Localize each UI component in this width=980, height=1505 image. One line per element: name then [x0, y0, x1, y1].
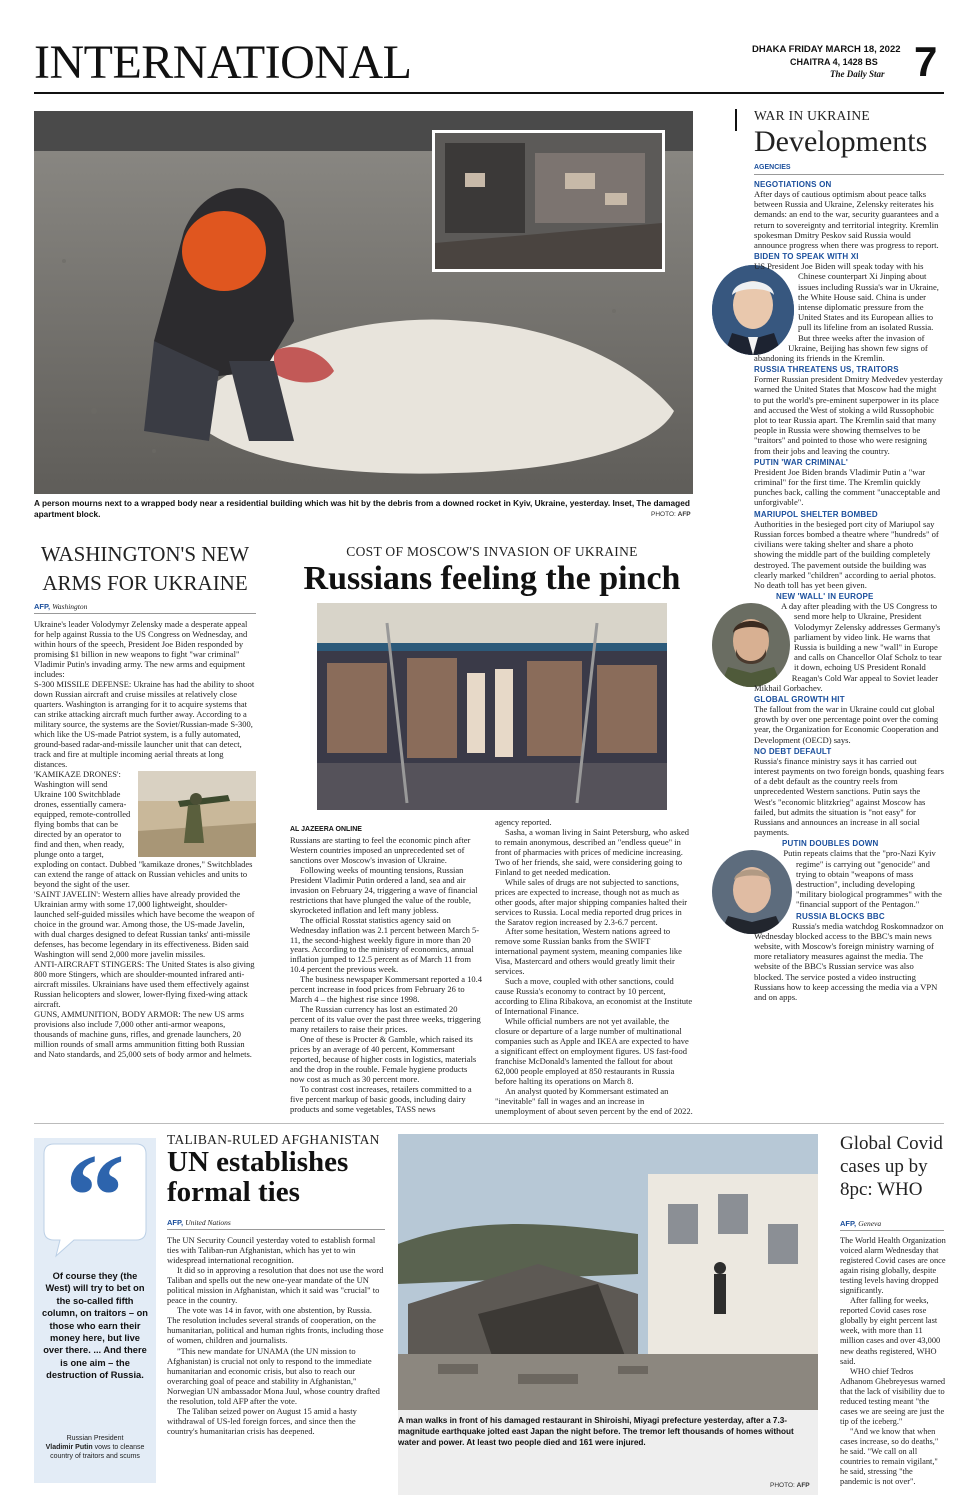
biden-portrait-illustration	[712, 265, 794, 355]
arms-javelin-head: 'SAINT JAVELIN':	[34, 889, 101, 899]
pinch-p9: Sasha, a woman living in Saint Petersburg, who asked to remain anonymous, described an "endless queue" in front of pharmacies with prices of medicine increasing. Two of her friends, she said, were considering going to Finland to get needed medication.	[495, 826, 689, 877]
arms-javelin-text: Western allies have already provided the Ukrainian army with some 17,000 lightweight, shoulder-launched self-guided missiles which have become the weapon of choice in the ground war. Among those, the US-made Javelin, with dual charges designed to defeat Russian tanks' anti-missile defenses, has become legendary in its effectiveness. Biden said Washington will send 2,000 more javelin missiles.	[34, 889, 255, 959]
pinch-p2: Following weeks of mounting tensions, Russian President Vladimir Putin ordered a land, sea and air invasion on February 24, triggering a wave of financial restrictions that have plunged the value of the rouble, skyrocketed inflation and left many jobless.	[290, 864, 478, 915]
quake-credit	[770, 1482, 810, 1489]
arms-guns	[34, 1009, 256, 1059]
dev-text-2-body: US President Joe Biden will speak today with his Chinese counterpart Xi Jinping about issues including Russia's war in Ukraine, the White House said. China is under intense diplomatic pressure from the United States and its European allies to pull its lifeline from an isolated Russia. But three weeks after the invasion of Ukraine, Beijing has shown few signs of abandoning its friends in the Kremlin.	[754, 261, 939, 364]
lead-credit-agency: AFP	[677, 511, 691, 518]
dev-head-9: PUTIN DOUBLES DOWN	[782, 839, 879, 849]
un-body	[167, 1235, 385, 1436]
covid-agency: AFP,	[840, 1219, 857, 1228]
lead-credit-label: PHOTO:	[651, 511, 676, 518]
page-number: 7	[914, 38, 938, 85]
pinch-p12: Such a move, coupled with other sanctions, could cause Russia's economy to contract by 10 percent, according to Elina Ribakova, an economist at the Institute of International Finance.	[495, 976, 693, 1017]
un-title: UN establishes formal ties	[167, 1146, 349, 1208]
dev-head-5: MARIUPOL SHELTER BOMBED	[754, 509, 878, 519]
lead-credit	[651, 511, 691, 518]
pinch-p5: The Russian currency has lost an estimated 20 percent of its value over the past three weeks, triggering many retailers to raise their prices.	[290, 1004, 481, 1035]
pinch-col-2	[495, 818, 694, 1117]
bangla-date: CHAITRA 4, 1428 BS	[790, 57, 878, 67]
covid-p4: "And we know that when cases increase, so do deaths," he said. "We call on all countries to remain vigilant," he said, stressing "the pandemic is not over".	[840, 1426, 939, 1487]
zelensky-portrait	[712, 603, 790, 687]
dev-text-2	[754, 261, 944, 363]
dev-head-2: BIDEN TO SPEAK WITH XI	[754, 252, 859, 262]
arms-title: WASHINGTON'S NEW ARMS FOR UKRAINE	[40, 542, 250, 595]
quake-credit-agency: AFP	[796, 1482, 810, 1489]
dev-head-8: NO DEBT DEFAULT	[754, 746, 832, 756]
dev-text-6-body: A day after pleading with the US Congress to send more help to Ukraine, President Volodymyr Zelensky addresses Germany's parliament by video link. He warns that Russia is building a new "wall" in Europe and calls on Chancellor Olaf Scholz to tear it down, echoing US President Ronald Reagan's Cold War appeal to Soviet leader Mikhail Gorbachev.	[754, 601, 942, 693]
un-p5: The Taliban seized power on August 15 amid a hasty withdrawal of US-led foreign forces, and since then the country's humanitarian crisis has deepened.	[167, 1405, 357, 1436]
un-p2: It did so in approving a resolution that does not use the word Taliban and spells out the new one-year mandate of the UN political mission in Afghanistan, which it said was "crucial" to peace in the country.	[167, 1265, 384, 1306]
arms-stinger	[34, 959, 256, 1009]
quote-mark-icon	[34, 1138, 156, 1260]
arms-kamikaze-text: Washington will send Ukraine 100 Switchblade drones, essentially camera-equipped, remote-controlled flying bombs that can be directed by an operator to find and then, when ready, plunge onto a target, exploding on contact. Dubbed "kamikaze drones," Switchblades can extend the range of attack on Russian vehicles and units to beyond the sight of the user.	[34, 779, 253, 889]
lower-section-rule	[34, 1123, 944, 1124]
developments-items	[754, 180, 944, 1002]
masthead-rule	[34, 92, 944, 94]
covid-place: Geneva	[858, 1219, 882, 1228]
dev-text-7: The fallout from the war in Ukraine could cut global growth by over one percentage point over the coming year, the Organization for Economic Cooperation and Development (OECD) says.	[754, 703, 939, 745]
pinch-p11: After some hesitation, Western nations agreed to remove some Russian banks from the SWIFT international payment system, meaning companies like Visa, Mastercard and others would greatly limit their services.	[495, 926, 682, 977]
covid-byline	[840, 1219, 881, 1228]
un-place: United Nations	[185, 1218, 231, 1227]
un-rule	[167, 1229, 385, 1230]
quake-illustration	[398, 1134, 818, 1410]
pinch-p3: The official Rosstat statistics agency said on Wednesday inflation was 2.1 percent between March 5-11, the second-highest weekly figure in more than 20 years. According to the ministry of economics, annual inflation jumped to 12.5 percent as of March 11 from 10.4 percent the previous week.	[290, 914, 480, 975]
soldier-illustration	[138, 771, 256, 857]
shop-photo	[317, 603, 667, 810]
quote-attr-post: vows to cleanse country of traitors and scums	[50, 1444, 145, 1460]
arms-guns-head: GUNS, AMMUNITION, BODY ARMOR:	[34, 1009, 181, 1019]
dev-text-8: Russia's finance ministry says it has carried out interest payments on two foreign bonds, quashing fears of a debt default as the country reels from unprecedented Western sanctions. Putin says the West's "economic blitzkrieg" against Moscow has failed, but admits the situation is "not easy" for Russians and announces an increase in all social payments.	[754, 755, 944, 838]
pinch-p4: The business newspaper Kommersant reported a 10.4 percent increase in food prices from February 26 to March 4 – the highest rise since 1998.	[290, 974, 482, 1005]
dev-text-9	[754, 848, 944, 909]
dev-text-3: Former Russian president Dmitry Medvedev yesterday warned the United States that Moscow had the might to put the world's pre-eminent superpower in its place and accused the West of stoking a wild Russophobic plot to tear Russia apart. The Kremlin said that many people in Russia were showing themselves to be "traitors" and pointed to those who were resigning from their jobs and leaving the country.	[754, 374, 943, 456]
arms-guns-text: The new US arms provisions also include 7,000 other anti-armor weapons, thousands of machine guns, rifles, and grenade launchers, 20 million rounds of small arms ammunition fitting both Russian and Nato standards, and 25,000 sets of body armor and helmets.	[34, 1009, 252, 1059]
paper-logo: The Daily Star	[830, 69, 885, 79]
covid-p2: After falling for weeks, reported Covid cases rose globally by eight percent last week, with more than 11 million cases and over 43,000 new deaths registered, WHO said.	[840, 1296, 941, 1366]
arms-stinger-head: ANTI-AIRCRAFT STINGERS:	[34, 959, 145, 969]
dev-head-1: NEGOTIATIONS ON	[754, 180, 832, 189]
pinch-p10: While sales of drugs are not subjected to sanctions, prices are expected to increase, though not as much as other goods, after major shipping companies halted their services to Russia. Local media reported drug prices in the Saratov region increased by 2.3-6.7 percent.	[495, 876, 688, 927]
quote-attribution	[42, 1434, 148, 1461]
arms-byline	[34, 602, 87, 611]
un-p1: The UN Security Council yesterday voted to establish formal ties with Taliban-run Afghanistan, which has yet to win widespread international recognition.	[167, 1235, 376, 1266]
putin-portrait	[712, 850, 792, 934]
quote-attr-pre: Russian President	[66, 1435, 124, 1442]
arms-kamikaze-head: 'KAMIKAZE DRONES':	[34, 769, 121, 779]
arms-s300-text: Ukraine has had the ability to shoot down Russian aircraft and cruise missiles at relatively close quarters. Washington is arranging for it to acquire systems that can strike attacking aircraft much further away. According to a military source, the systems are the Soviet/Russian-made S-300, which like the US-made Patriot system, is a fully automated, ground-based radar-and-missile launcher unit that can detect, track and fire at multiple incoming aerial threats at long distances.	[34, 679, 255, 769]
pinch-source	[290, 826, 362, 833]
covid-p1: The World Health Organization voiced alarm Wednesday that registered Covid cases are once again rising globally, despite testing levels having dropped significantly.	[840, 1236, 946, 1296]
putin-portrait-illustration	[712, 850, 792, 934]
dev-text-10: Russia's media watchdog Roskomnadzor on Wednesday blocked access to the BBC's main news website, with Moscow's foreign ministry warning of more retaliatory measures against the media. The website of the BBC's Russian service was also blocked. The service posted a video instructing Russians how to keep accessing the media via a VPN and on apps.	[754, 920, 944, 1003]
developments-rule	[754, 174, 944, 175]
dev-text-1: After days of cautious optimism about peace talks between Russia and Ukraine, Zelensky reiterates his demands: an end to the war, security guarantees and a return to sovereignty and territorial integrity. Kremlin spokesman Dmitry Peskov said Russia would announce progress when there was progress to report.	[754, 189, 939, 251]
section-title: INTERNATIONAL	[34, 36, 412, 89]
developments-source	[754, 164, 791, 171]
dev-text-6	[754, 601, 944, 693]
arms-javelin	[34, 889, 256, 959]
un-p4: "This new mandate for UNAMA (the UN mission to Afghanistan) is crucial not only to respond to the immediate humanitarian and economic crisis, but also to reach our overarching goal of peace and stability in Afghanistan," Norwegian UN ambassador Mona Juul, whose country drafted the resolution, told AFP after the vote.	[167, 1345, 380, 1406]
dateline: DHAKA FRIDAY MARCH 18, 2022	[752, 44, 901, 55]
inset-photo	[432, 130, 665, 272]
arms-agency: AFP,	[34, 602, 51, 611]
covid-p3: WHO chief Tedros Adhanom Ghebreyesus warned that the lack of visibility due to reduced testing meant "the cases we are seeing are just the tip of the iceberg."	[840, 1366, 946, 1426]
column-divider	[735, 109, 737, 131]
pinch-source-label: AL JAZEERA ONLINE	[290, 826, 362, 833]
lead-caption: A person mourns next to a wrapped body near a residential building which was hit by the debris from a downed rocket in Kyiv, Ukraine, yesterday. Inset, The damaged apartment block.	[34, 498, 690, 519]
arms-place: Washington	[52, 602, 88, 611]
covid-body	[840, 1236, 946, 1487]
shop-illustration	[317, 603, 667, 810]
pinch-p1: Russians are starting to feel the economic pinch after Western countries imposed an unprecedented set of sanctions over Moscow's invasion of Ukraine.	[290, 835, 471, 865]
quake-credit-label: PHOTO:	[770, 1482, 795, 1489]
dev-text-4: President Joe Biden brands Vladimir Putin a "war criminal" for the first time. The Kremlin quickly punches back, calling the comment "unacceptable and unforgivable".	[754, 466, 941, 508]
un-kicker: TALIBAN-RULED AFGHANISTAN	[167, 1132, 380, 1147]
dev-text-5: Authorities in the besieged port city of Mariupol say Russian forces bombed a theatre where "hundreds" of civilians were taking shelter and share a photo showing the middle part of the building completely destroyed. The pavement outside the building was clearly marked "children" according to aerial photos. No death toll has yet been given.	[754, 518, 939, 590]
un-byline	[167, 1218, 231, 1227]
damaged-apartment-illustration	[435, 133, 662, 269]
dev-head-6: NEW 'WALL' IN EUROPE	[776, 592, 874, 602]
arms-rule	[34, 613, 256, 614]
un-p3: The vote was 14 in favor, with one abstention, by Russia. The resolution includes several strands of cooperation, on the humanitarian, political and human rights fronts, including those of women, children and journalists.	[167, 1305, 384, 1346]
developments-kicker: WAR IN UKRAINE	[754, 108, 870, 123]
un-agency: AFP,	[167, 1218, 184, 1227]
dev-head-4: PUTIN 'WAR CRIMINAL'	[754, 457, 849, 467]
dev-head-10: RUSSIA BLOCKS BBC	[796, 911, 885, 921]
arms-body	[34, 619, 256, 1059]
arms-stinger-text: The United States is also giving 800 more Stingers, which are shoulder-mounted infrared anti-aircraft missiles. Ukrainians have used them effectively against Russian helicopters and slower, lower-flying fixed-wing attack aircraft.	[34, 959, 255, 1009]
arms-intro: Ukraine's leader Volodymyr Zelensky made a desperate appeal for help against Russia to the US Congress on Wednesday, and within hours of the speech, President Joe Biden responded by promising $1 billion in new weapons to fight "war criminal" Vladimir Putin's invading army. The new arms and equipment includes:	[34, 619, 248, 679]
pinch-p7: To contrast cost increases, retailers committed to a five percent markup of basic goods, including dairy products and some vegetables, TASS news	[290, 1083, 472, 1114]
arms-s300-head: S-300 MISSILE DEFENSE:	[34, 679, 132, 689]
quote-box	[34, 1138, 156, 1483]
dev-head-3: RUSSIA THREATENS US, TRAITORS	[754, 365, 899, 375]
pinch-p14: An analyst quoted by Kommersant estimated an "inevitable" fall in wages and an increase in unemployment of about seven percent by the end of 2022.	[495, 1085, 693, 1116]
developments-source-label: AGENCIES	[754, 164, 791, 171]
quake-caption: A man walks in front of his damaged restaurant in Shiroishi, Miyagi prefecture yesterday, after a 7.3-magnitude earthquake jolted east Japan the night before. The tremor left thousands of homes without water and power. At least two people died and 161 were injured.	[398, 1416, 794, 1447]
dev-text-9-body: Putin repeats claims that the "pro-Nazi Kyiv regime" is carrying out "genocide" and trying to obtain "weapons of mass destruction", including developing "military biological programmes" with the "financial support of the Pentagon."	[783, 848, 942, 910]
drone-photo	[138, 771, 256, 857]
pinch-p6: One of these is Procter & Gamble, which raised its prices by an average of 40 percent, Kommersant reported, because of higher costs in logistics, materials and the drop in the rouble. Female hygiene products now cost as much as 30 percent more.	[290, 1034, 477, 1084]
pinch-p13: While official numbers are not yet available, the closure or departure of a large number of multinational companies such as Apple and IKEA are expected to have a significant effect on employment figures. US fast-food franchise McDonald's lamented the fallout for about 62,000 people employed at 850 restaurants in Russia before halting its operations on March 8.	[495, 1016, 689, 1086]
quote-text: Of course they (the West) will try to bet on the so-called fifth column, on traitors – on those who earn their money here, but live over there. ... And there is one aim – the destruction of Russia.	[42, 1271, 148, 1381]
developments-title: Developments	[754, 125, 928, 158]
pinch-col-1	[290, 836, 482, 1115]
covid-rule	[840, 1230, 944, 1231]
arms-s300	[34, 679, 256, 769]
quote-attr-name: Vladimir Putin	[45, 1444, 93, 1451]
pinch-title: Russians feeling the pinch	[303, 560, 681, 597]
covid-title: Global Covid cases up by 8pc: WHO	[840, 1133, 943, 1200]
svg-text:“: “	[65, 1138, 125, 1260]
biden-portrait	[712, 265, 794, 355]
pinch-p8: agency reported.	[495, 817, 552, 827]
dev-head-7: GLOBAL GROWTH HIT	[754, 694, 845, 704]
quake-photo	[398, 1134, 818, 1495]
zelensky-portrait-illustration	[712, 603, 790, 687]
pinch-kicker: COST OF MOSCOW'S INVASION OF UKRAINE	[346, 544, 638, 559]
